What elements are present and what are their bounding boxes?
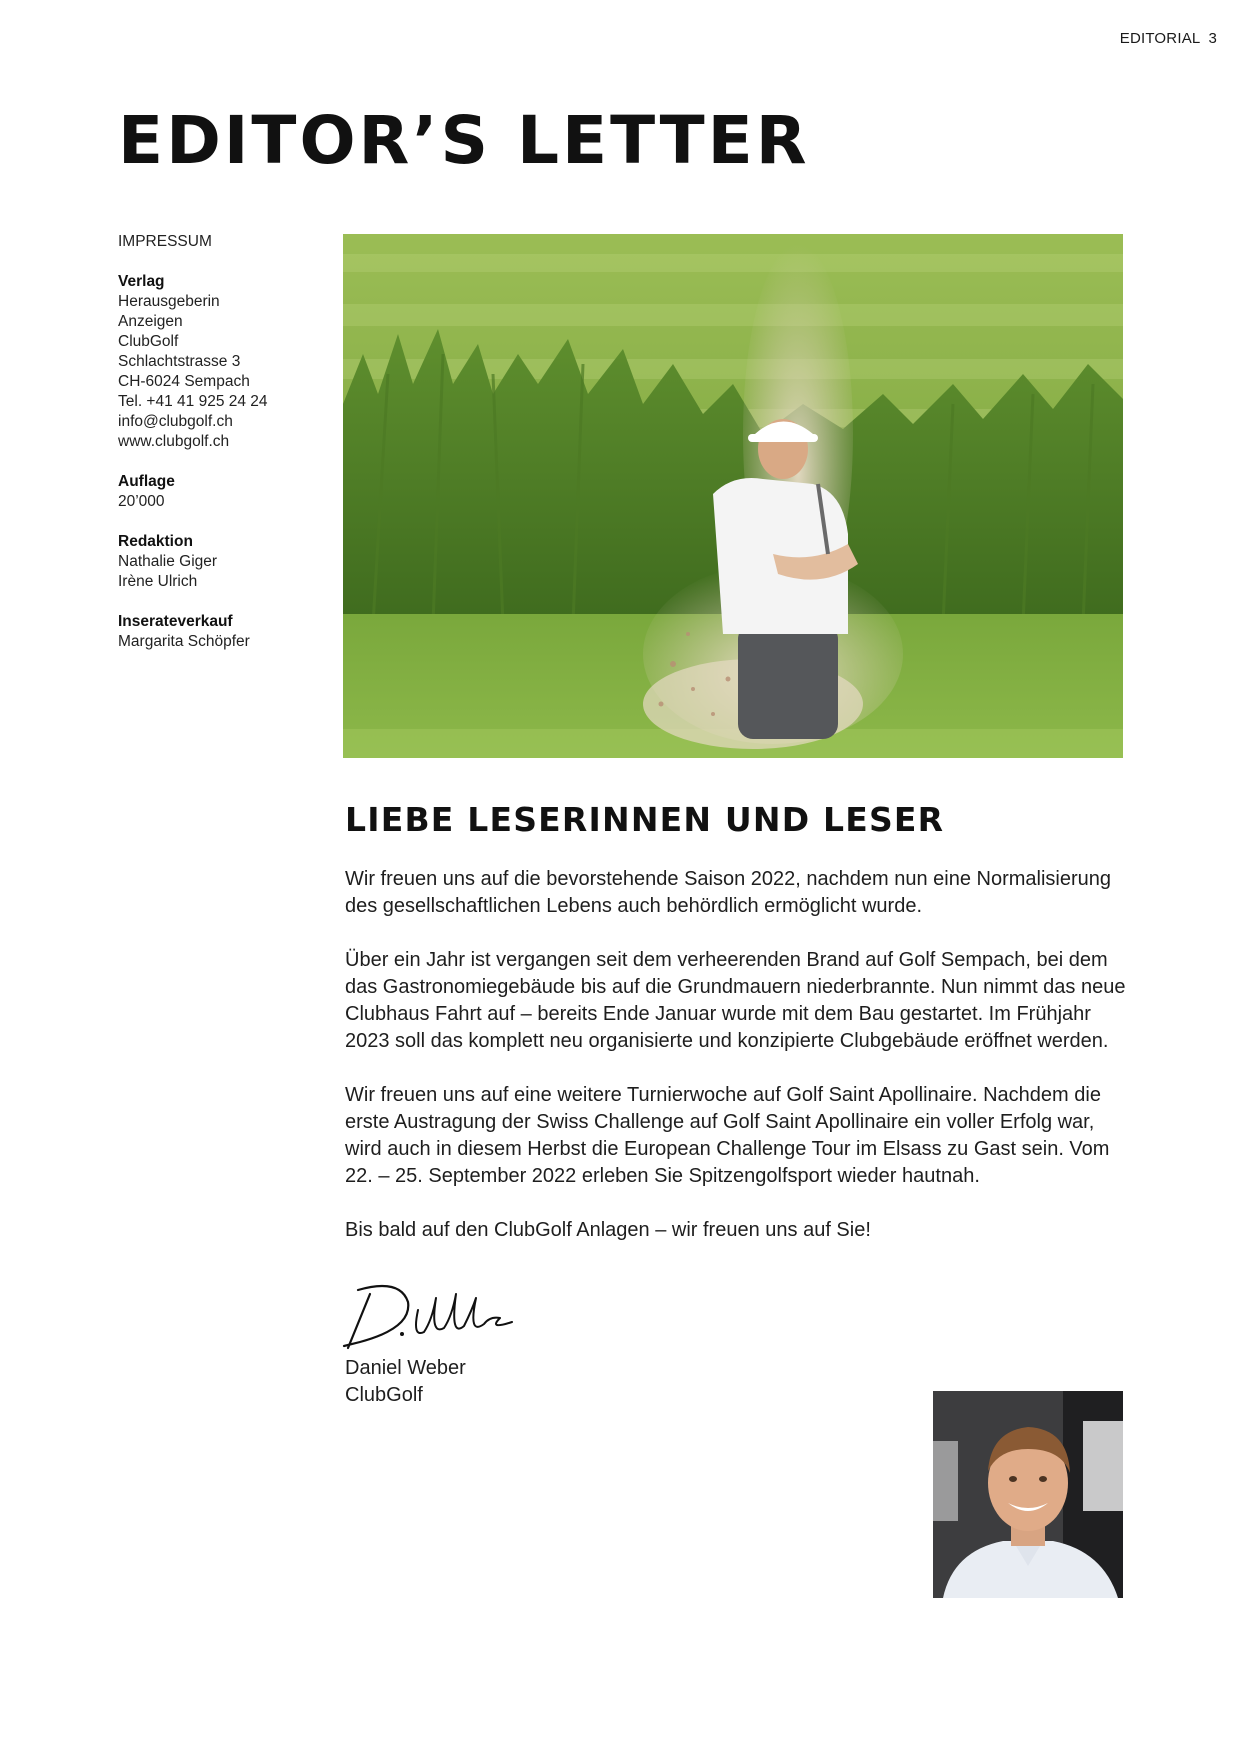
impressum-block-verlag (118, 272, 318, 452)
impressum-line: ClubGolf (118, 333, 179, 350)
handwritten-signature (340, 1280, 520, 1352)
letter-paragraph: Wir freuen uns auf eine weitere Turnierwoche auf Golf Saint Apollinaire. Nachdem die erste Austragung der Swiss Challenge auf Golf Saint Apollinaire ein voller Erfolg war, wird auch in diesem Herbst die European Challenge Tour im Elsass zu Gast sein. Vom 22. – 25. September 2022 erleben Sie Spitzengolfsport wieder hautnah. (345, 1084, 1110, 1187)
page-number: 3 (1208, 30, 1217, 47)
signer-name: Daniel Weber (345, 1357, 466, 1379)
impressum-heading: Inserateverkauf (118, 613, 233, 630)
impressum-block-inserateverkauf (118, 612, 318, 652)
impressum-website: www.clubgolf.ch (118, 433, 230, 450)
letter-heading: LIEBE LESERINNEN UND LESER (345, 800, 945, 839)
impressum-line: Herausgeberin (118, 293, 220, 310)
signer-block (345, 1355, 466, 1409)
signer-organization: ClubGolf (345, 1384, 423, 1406)
letter-paragraph: Über ein Jahr ist vergangen seit dem verheerenden Brand auf Golf Sempach, bei dem das Gastronomiegebäude bis auf die Grundmauern niederbrannte. Nun nimmt das neue Clubhaus Fahrt auf – bereits Ende Januar wurde mit dem Bau gestartet. Im Frühjahr 2023 soll das komplett neu organisierte und konzipierte Clubgebäude eröffnet werden. (345, 949, 1126, 1052)
portrait-illustration (933, 1391, 1123, 1598)
impressum-line: 20’000 (118, 493, 165, 510)
section-label: EDITORIAL (1119, 30, 1201, 47)
letter-paragraph: Wir freuen uns auf die bevorstehende Saison 2022, nachdem nun eine Normalisierung des gesellschaftlichen Lebens auch behördlich ermöglicht wurde. (345, 868, 1112, 917)
impressum-line: Irène Ulrich (118, 573, 198, 590)
portrait-photo-daniel-weber (933, 1391, 1123, 1598)
running-head (1120, 30, 1217, 47)
impressum-block-auflage (118, 472, 318, 512)
page-title: EDITOR’S LETTER (118, 102, 810, 179)
impressum-heading: Auflage (118, 473, 175, 490)
impressum-heading: Verlag (118, 273, 165, 290)
hero-photo-golfer-bunker-shot (343, 234, 1123, 758)
hero-illustration (343, 234, 1123, 758)
editor-letter (345, 800, 1135, 1271)
impressum-label: IMPRESSUM (118, 233, 212, 250)
impressum-line: Margarita Schöpfer (118, 633, 250, 650)
impressum-phone: Tel. +41 41 925 24 24 (118, 393, 268, 410)
impressum-email: info@clubgolf.ch (118, 413, 233, 430)
impressum-heading: Redaktion (118, 533, 193, 550)
impressum-line: Schlachtstrasse 3 (118, 353, 241, 370)
impressum-column (118, 232, 318, 672)
impressum-line: Nathalie Giger (118, 553, 218, 570)
letter-closing: Bis bald auf den ClubGolf Anlagen – wir freuen uns auf Sie! (345, 1219, 871, 1241)
impressum-line: CH-6024 Sempach (118, 373, 250, 390)
impressum-block-redaktion (118, 532, 318, 592)
impressum-line: Anzeigen (118, 313, 183, 330)
